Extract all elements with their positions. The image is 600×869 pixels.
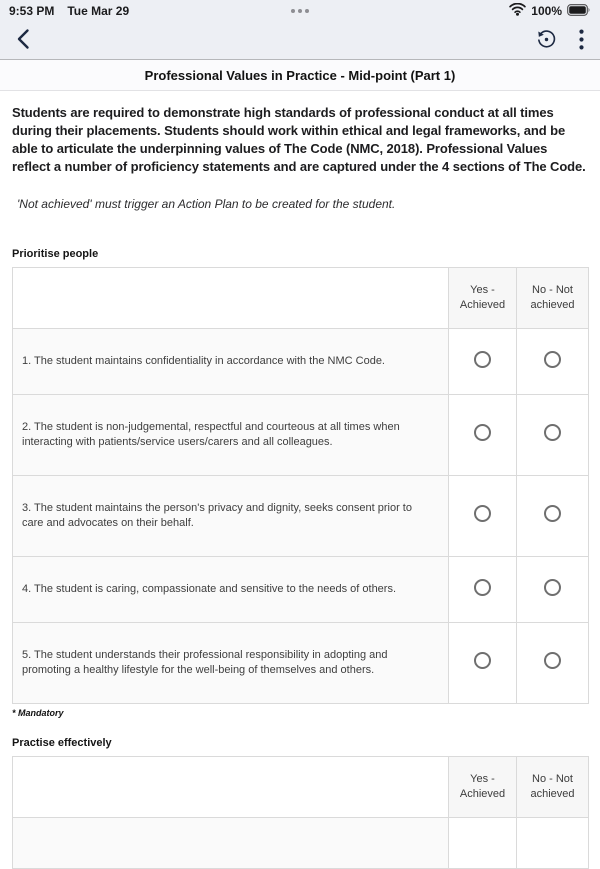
multitasking-dots-icon xyxy=(291,9,309,13)
question-text xyxy=(13,818,449,869)
column-header-yes: Yes - Achieved xyxy=(449,268,517,329)
kebab-menu-icon xyxy=(579,29,584,53)
menu-button[interactable] xyxy=(579,29,584,53)
table-row xyxy=(13,623,589,704)
question-text: 4. The student is caring, compassionate and sensitive to the needs of others. xyxy=(13,557,449,623)
mandatory-note: * Mandatory xyxy=(12,708,64,718)
radio-no-not-achieved[interactable] xyxy=(544,579,561,596)
table-header-row xyxy=(13,268,589,329)
column-header-no: No - Not achieved xyxy=(517,268,589,329)
radio-yes-achieved[interactable] xyxy=(474,505,491,522)
table-row xyxy=(13,476,589,557)
section-heading-prioritise-people: Prioritise people xyxy=(12,248,99,260)
radio-yes-achieved[interactable] xyxy=(474,424,491,441)
table-row xyxy=(13,395,589,476)
action-plan-note: 'Not achieved' must trigger an Action Plan to be created for the student. xyxy=(17,197,396,211)
form-content xyxy=(0,91,600,869)
question-text: 2. The student is non-judgemental, respectful and courteous at all times when interacting with patients/service users/carers and all colleagues. xyxy=(13,395,449,476)
radio-no-not-achieved[interactable] xyxy=(544,424,561,441)
battery-icon xyxy=(567,4,591,19)
radio-no-not-achieved[interactable] xyxy=(544,652,561,669)
table-row xyxy=(13,818,589,869)
radio-yes-achieved[interactable] xyxy=(474,652,491,669)
status-time: 9:53 PM xyxy=(9,4,55,18)
question-text: 5. The student understands their professional responsibility in adopting and promoting a healthy lifestyle for the well-being of themselves and others. xyxy=(13,623,449,704)
radio-yes-achieved[interactable] xyxy=(474,579,491,596)
navigation-bar xyxy=(0,22,600,60)
question-text: 3. The student maintains the person's privacy and dignity, seeks consent prior to care and advocates on their behalf. xyxy=(13,476,449,557)
table-row xyxy=(13,329,589,395)
assessment-table-practise-effectively xyxy=(12,756,589,869)
section-heading-practise-effectively: Practise effectively xyxy=(12,737,112,749)
back-button[interactable] xyxy=(16,28,30,53)
radio-no-not-achieved[interactable] xyxy=(544,505,561,522)
history-icon xyxy=(536,29,557,53)
assessment-table-prioritise-people xyxy=(12,267,589,704)
question-text: 1. The student maintains confidentiality in accordance with the NMC Code. xyxy=(13,329,449,395)
question-header-cell xyxy=(13,268,449,329)
back-chevron-icon xyxy=(16,28,30,53)
history-button[interactable] xyxy=(536,29,557,53)
table-row xyxy=(13,557,589,623)
table-header-row xyxy=(13,757,589,818)
question-header-cell xyxy=(13,757,449,818)
page-title: Professional Values in Practice - Mid-point (Part 1) xyxy=(0,60,600,91)
column-header-no: No - Not achieved xyxy=(517,757,589,818)
status-date: Tue Mar 29 xyxy=(67,4,130,18)
battery-percentage: 100% xyxy=(531,4,562,18)
intro-paragraph: Students are required to demonstrate high standards of professional conduct at all times during their placements. Students should work within ethical and legal frameworks, and be able to articulate the underpinning values of The Code (NMC, 2018). Professional Values reflect a number of proficiency statements and are captured under the 4 sections of The Code. xyxy=(12,105,586,174)
radio-no-not-achieved[interactable] xyxy=(544,351,561,368)
radio-yes-achieved[interactable] xyxy=(474,351,491,368)
column-header-yes: Yes - Achieved xyxy=(449,757,517,818)
status-bar xyxy=(0,0,600,22)
wifi-icon xyxy=(509,3,526,19)
